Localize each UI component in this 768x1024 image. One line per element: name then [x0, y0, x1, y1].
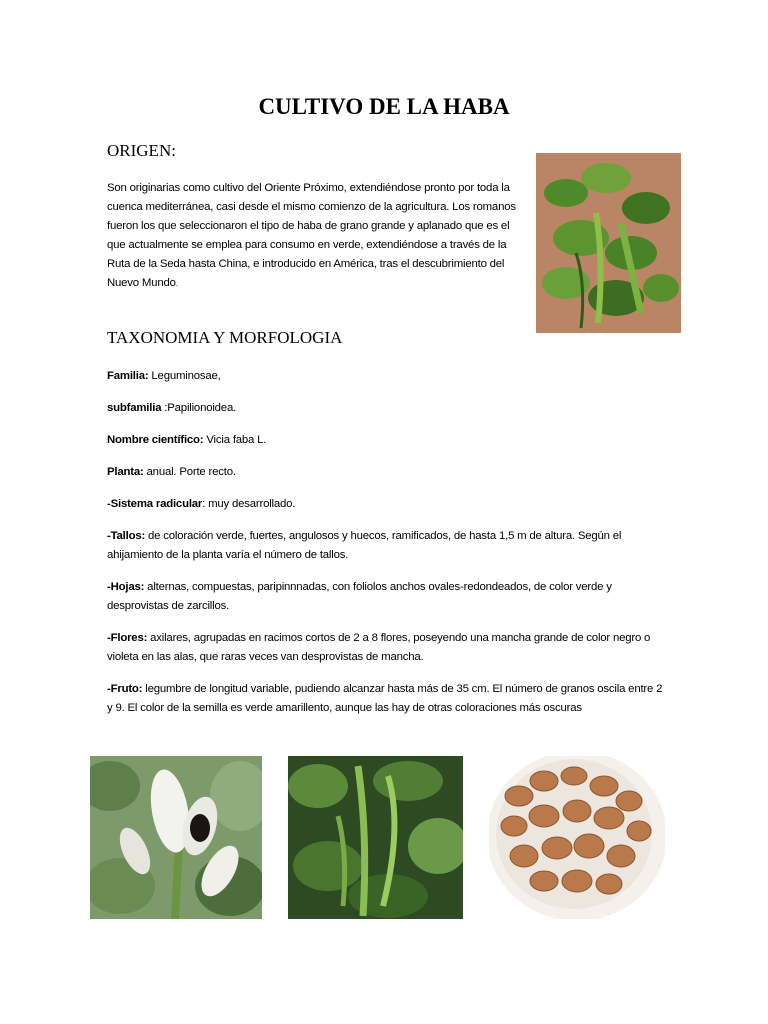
flores-paragraph	[107, 629, 667, 667]
origen-text: Son originarias como cultivo del Oriente Próximo, extendiéndose pronto por toda la cuenca mediterránea, casi desde el mismo comienzo de la agricultura. Los romanos fueron los que seleccionaron el tipo de haba de grano grande y aplanado que es el que actualmente se emplea para consumo en verde, extendiéndose a través de la Ruta de la Seda hasta China, e introducido en América, tras el descubrimiento del Nuevo Mundo	[107, 182, 516, 289]
bean-plant-photo	[536, 153, 681, 333]
flores-label: -Flores:	[107, 632, 148, 644]
familia-value: Leguminosae,	[148, 370, 221, 382]
tallos-value: de coloración verde, fuertes, angulosos y huecos, ramificados, de hasta 1,5 m de altura. Según el ahijamiento de la planta varía el número de tallos.	[107, 530, 622, 561]
hojas-value: alternas, compuestas, paripinnnadas, con foliolos anchos ovales-redondeados, de color verde y desprovistas de zarcillos.	[107, 581, 612, 612]
planta-line	[107, 463, 667, 482]
hojas-paragraph	[107, 578, 667, 616]
origen-end-mark: .	[175, 279, 178, 288]
planta-value: anual. Porte recto.	[143, 466, 236, 478]
subfamilia-label: subfamilia	[107, 402, 162, 414]
nombre-cientifico-label: Nombre científico:	[107, 434, 204, 446]
dried-beans-photo	[489, 756, 665, 919]
sistema-radicular-line	[107, 495, 667, 514]
taxonomia-heading: TAXONOMIA Y MORFOLOGIA	[107, 328, 343, 347]
origen-heading: ORIGEN:	[107, 141, 176, 160]
fruto-value: legumbre de longitud variable, pudiendo alcanzar hasta más de 35 cm. El número de granos oscila entre 2 y 9. El color de la semilla es verde amarillento, aunque las hay de otras coloraciones más oscuras	[107, 683, 663, 714]
flores-value: axilares, agrupadas en racimos cortos de 2 a 8 flores, poseyendo una mancha grande de color negro o violeta en las alas, que raras veces van desprovistas de mancha.	[107, 632, 651, 663]
page-title: CULTIVO DE LA HABA	[258, 94, 510, 119]
hojas-label: -Hojas:	[107, 581, 145, 593]
bean-flower-photo	[90, 756, 262, 919]
fruto-paragraph	[107, 680, 667, 718]
sistema-radicular-value: : muy desarrollado.	[202, 498, 296, 510]
nombre-cientifico-value: Vicia faba L.	[203, 434, 267, 446]
sistema-radicular-label: -Sistema radicular	[107, 498, 203, 510]
subfamilia-line	[107, 399, 667, 418]
origen-paragraph	[107, 179, 522, 293]
planta-label: Planta:	[107, 466, 144, 478]
subfamilia-value: :Papilionoidea.	[161, 402, 237, 414]
familia-label: Familia:	[107, 370, 149, 382]
familia-line	[107, 367, 667, 386]
tallos-paragraph	[107, 527, 667, 565]
bean-pods-photo	[288, 756, 463, 919]
tallos-label: -Tallos:	[107, 530, 146, 542]
nombre-cientifico-line	[107, 431, 667, 450]
fruto-label: -Fruto:	[107, 683, 143, 695]
